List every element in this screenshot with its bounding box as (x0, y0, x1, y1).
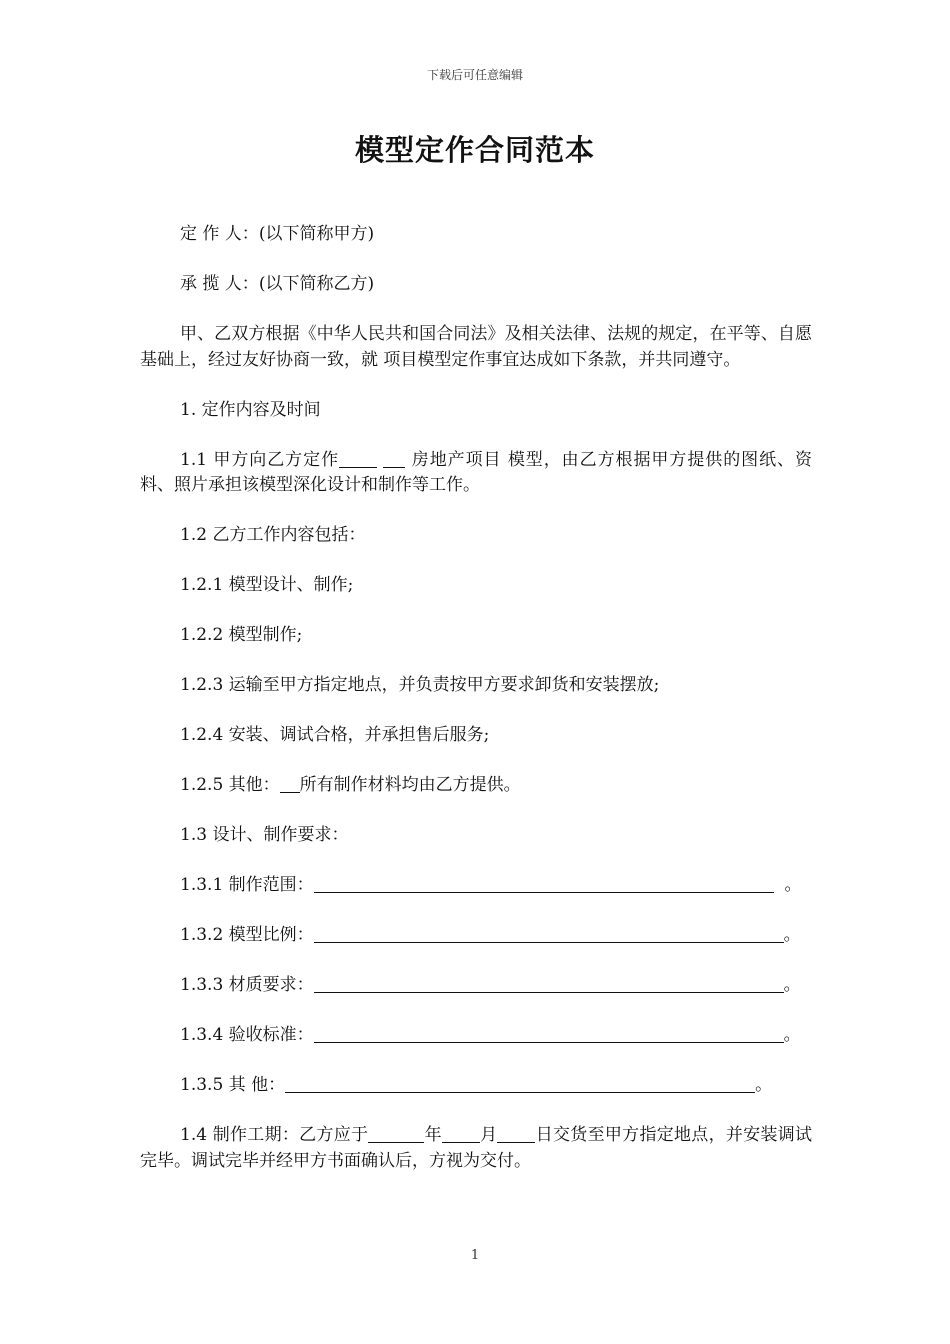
clause-1-3-2 (140, 923, 812, 949)
clause-1-3-4-label: 1.3.4 验收标准： (180, 1025, 314, 1045)
blank-line (497, 1124, 535, 1143)
blank-line (314, 1024, 784, 1043)
clause-1-3-1-label: 1.3.1 制作范围： (180, 875, 314, 895)
period: 。 (755, 1075, 773, 1095)
page-number: 1 (470, 1248, 480, 1263)
clause-1-4-text-a: 1.4 制作工期：乙方应于 (180, 1125, 369, 1145)
clause-1-3-5 (140, 1073, 812, 1099)
contract-body (140, 222, 812, 1199)
clause-1-3-3-label: 1.3.3 材质要求： (180, 975, 314, 995)
party-a-label: 定 作 人： (180, 224, 259, 244)
period: 。 (783, 925, 801, 945)
clause-1-3-4 (140, 1023, 812, 1049)
clause-1-3-5-label: 1.3.5 其 他： (180, 1075, 286, 1095)
clause-1-1-text-b: 房地产项目 模型，由乙方根据甲方提供的图纸、资料、照片承担该模型深化设计和制作等工作。 (140, 449, 813, 495)
party-b-line (140, 272, 812, 298)
clause-1-4 (140, 1123, 812, 1174)
blank-line (442, 1124, 480, 1143)
period: 。 (783, 975, 801, 995)
clause-1-2-5-label: 1.2.5 其他： (180, 775, 280, 795)
blank-line (314, 874, 774, 893)
blank-line (339, 449, 377, 468)
party-a-line (140, 222, 812, 248)
clause-1-3-2-label: 1.3.2 模型比例： (180, 925, 314, 945)
party-b-note: (以下简称乙方) (258, 274, 375, 294)
clause-1-3: 1.3 设计、制作要求： (180, 825, 349, 845)
party-b-label: 承 揽 人： (180, 274, 259, 294)
clause-1-2: 1.2 乙方工作内容包括： (180, 525, 366, 545)
period: 。 (783, 1025, 801, 1045)
clause-1-3-3 (140, 973, 812, 999)
blank-line (368, 1124, 424, 1143)
section-1-heading: 1. 定作内容及时间 (180, 399, 321, 420)
period: 。 (784, 875, 802, 895)
clause-1-2-5 (140, 773, 812, 799)
clause-1-2-4: 1.2.4 安装、调试合格，并承担售后服务; (180, 725, 490, 745)
clause-1-2-2: 1.2.2 模型制作; (180, 625, 303, 645)
clause-1-2-3: 1.2.3 运输至甲方指定地点，并负责按甲方要求卸货和安装摆放; (180, 675, 660, 695)
party-a-note: (以下简称甲方) (258, 224, 375, 244)
clause-1-4-text-b: 日交货至甲方指定地点，并安装调试完毕。调试完毕并经甲方书面确认后，方视为交付。 (140, 1125, 813, 1171)
clause-1-3-1 (140, 873, 812, 899)
intro-paragraph: 甲、乙双方根据《中华人民共和国合同法》及相关法律、法规的规定，在平等、自愿基础上，经过友好协商一致，就 项目模型定作事宜达成如下条款，并共同遵守。 (140, 324, 812, 370)
clause-1-2-1: 1.2.1 模型设计、制作; (180, 575, 354, 595)
blank-line (280, 774, 300, 793)
year-label: 年 (424, 1125, 442, 1145)
page-title: 模型定作合同范本 (354, 133, 595, 167)
blank-line (383, 449, 405, 468)
blank-line (285, 1074, 755, 1093)
clause-1-1 (140, 448, 812, 499)
page-header: 下载后可任意编辑 (426, 68, 523, 82)
clause-1-1-text-a: 1.1 甲方向乙方定作 (180, 449, 340, 470)
month-label: 月 (479, 1125, 498, 1145)
blank-line (314, 924, 784, 943)
blank-line (314, 974, 784, 993)
clause-1-2-5-text: 所有制作材料均由乙方提供。 (299, 775, 521, 795)
